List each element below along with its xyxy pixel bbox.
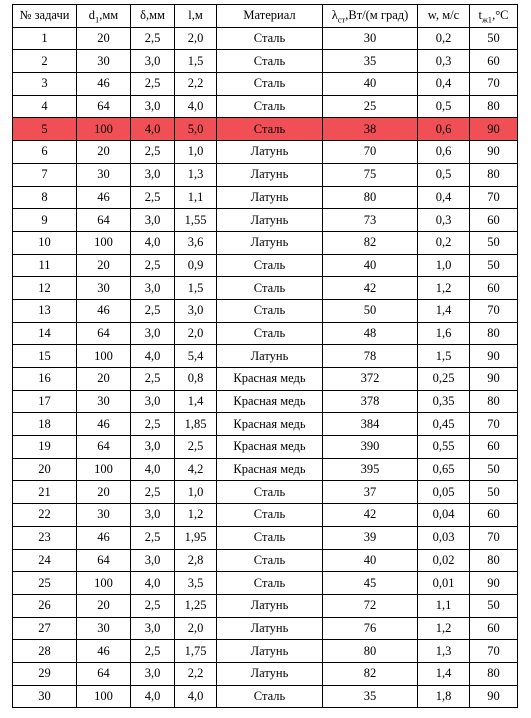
diameter-cell: 64 — [77, 436, 131, 459]
diameter-cell: 46 — [77, 73, 131, 96]
length-cell: 1,3 — [175, 163, 217, 186]
diameter-cell: 30 — [77, 163, 131, 186]
header-row — [13, 5, 518, 28]
length-cell: 1,55 — [175, 209, 217, 232]
length-cell: 2,0 — [175, 27, 217, 50]
material-cell: Латунь — [217, 231, 323, 254]
diameter-cell: 20 — [77, 481, 131, 504]
velocity-cell: 1,3 — [418, 640, 470, 663]
velocity-cell: 0,6 — [418, 141, 470, 164]
conductivity-cell: 75 — [323, 163, 418, 186]
table-row — [13, 141, 518, 164]
velocity-cell: 0,2 — [418, 27, 470, 50]
table-row — [13, 254, 518, 277]
diameter-cell: 100 — [77, 231, 131, 254]
length-cell: 4,0 — [175, 685, 217, 708]
material-cell: Красная медь — [217, 458, 323, 481]
temperature-cell: 80 — [470, 95, 518, 118]
conductivity-cell: 82 — [323, 231, 418, 254]
task-number-cell: 10 — [13, 231, 77, 254]
thickness-cell: 3,0 — [131, 322, 175, 345]
task-number-cell: 26 — [13, 594, 77, 617]
conductivity-cell: 384 — [323, 413, 418, 436]
conductivity-cell: 45 — [323, 572, 418, 595]
velocity-cell: 0,05 — [418, 481, 470, 504]
header-subscript: ст — [337, 14, 346, 25]
temperature-cell: 60 — [470, 436, 518, 459]
task-number-cell: 9 — [13, 209, 77, 232]
temperature-cell: 50 — [470, 481, 518, 504]
temperature-cell: 70 — [470, 640, 518, 663]
task-number-cell: 11 — [13, 254, 77, 277]
material-cell: Красная медь — [217, 368, 323, 391]
diameter-cell: 30 — [77, 50, 131, 73]
length-cell: 2,2 — [175, 662, 217, 685]
material-cell: Сталь — [217, 299, 323, 322]
task-number-cell: 1 — [13, 27, 77, 50]
diameter-cell: 20 — [77, 254, 131, 277]
diameter-cell: 30 — [77, 390, 131, 413]
temperature-cell: 50 — [470, 458, 518, 481]
temperature-cell: 80 — [470, 549, 518, 572]
material-cell: Сталь — [217, 73, 323, 96]
length-cell: 3,0 — [175, 299, 217, 322]
diameter-cell: 100 — [77, 345, 131, 368]
table-row — [13, 390, 518, 413]
length-cell: 0,9 — [175, 254, 217, 277]
conductivity-cell: 378 — [323, 390, 418, 413]
task-number-cell: 16 — [13, 368, 77, 391]
task-number-cell: 27 — [13, 617, 77, 640]
velocity-cell: 1,1 — [418, 594, 470, 617]
task-number-cell: 3 — [13, 73, 77, 96]
thickness-cell: 2,5 — [131, 640, 175, 663]
table-row — [13, 413, 518, 436]
header-unit: ,°С — [492, 8, 509, 23]
temperature-cell: 60 — [470, 50, 518, 73]
table-row — [13, 95, 518, 118]
table-row — [13, 209, 518, 232]
velocity-cell: 0,5 — [418, 95, 470, 118]
thickness-cell: 4,0 — [131, 685, 175, 708]
header-diameter — [77, 5, 131, 28]
table-row — [13, 231, 518, 254]
task-number-cell: 6 — [13, 141, 77, 164]
conductivity-cell: 76 — [323, 617, 418, 640]
thickness-cell: 4,0 — [131, 118, 175, 141]
conductivity-cell: 39 — [323, 526, 418, 549]
material-cell: Сталь — [217, 504, 323, 527]
material-cell: Латунь — [217, 594, 323, 617]
material-cell: Сталь — [217, 95, 323, 118]
length-cell: 1,1 — [175, 186, 217, 209]
temperature-cell: 70 — [470, 73, 518, 96]
task-number-cell: 7 — [13, 163, 77, 186]
table-row — [13, 572, 518, 595]
thickness-cell: 3,0 — [131, 95, 175, 118]
thickness-cell: 4,0 — [131, 231, 175, 254]
velocity-cell: 0,5 — [418, 163, 470, 186]
length-cell: 3,5 — [175, 572, 217, 595]
header-length — [175, 5, 217, 28]
table-row — [13, 299, 518, 322]
velocity-cell: 1,4 — [418, 662, 470, 685]
velocity-cell: 0,3 — [418, 209, 470, 232]
task-number-cell: 24 — [13, 549, 77, 572]
length-cell: 0,8 — [175, 368, 217, 391]
velocity-cell: 0,3 — [418, 50, 470, 73]
conductivity-cell: 42 — [323, 504, 418, 527]
temperature-cell: 50 — [470, 594, 518, 617]
conductivity-cell: 395 — [323, 458, 418, 481]
conductivity-cell: 80 — [323, 186, 418, 209]
table-row — [13, 27, 518, 50]
velocity-cell: 0,2 — [418, 231, 470, 254]
material-cell: Латунь — [217, 640, 323, 663]
table-row — [13, 186, 518, 209]
header-text: w, м/с — [427, 8, 460, 23]
temperature-cell: 50 — [470, 254, 518, 277]
temperature-cell: 70 — [470, 299, 518, 322]
table-row — [13, 458, 518, 481]
velocity-cell: 0,35 — [418, 390, 470, 413]
temperature-cell: 90 — [470, 118, 518, 141]
thickness-cell: 3,0 — [131, 209, 175, 232]
diameter-cell: 20 — [77, 368, 131, 391]
diameter-cell: 46 — [77, 640, 131, 663]
material-cell: Латунь — [217, 163, 323, 186]
temperature-cell: 90 — [470, 572, 518, 595]
temperature-cell: 80 — [470, 390, 518, 413]
thickness-cell: 2,5 — [131, 186, 175, 209]
conductivity-cell: 40 — [323, 73, 418, 96]
diameter-cell: 30 — [77, 617, 131, 640]
thickness-cell: 2,5 — [131, 299, 175, 322]
material-cell: Сталь — [217, 27, 323, 50]
velocity-cell: 0,55 — [418, 436, 470, 459]
table-row — [13, 345, 518, 368]
temperature-cell: 80 — [470, 163, 518, 186]
length-cell: 2,0 — [175, 322, 217, 345]
velocity-cell: 0,02 — [418, 549, 470, 572]
conductivity-cell: 73 — [323, 209, 418, 232]
material-cell: Сталь — [217, 254, 323, 277]
table-row — [13, 526, 518, 549]
diameter-cell: 100 — [77, 458, 131, 481]
table-row — [13, 549, 518, 572]
diameter-cell: 46 — [77, 186, 131, 209]
velocity-cell: 0,65 — [418, 458, 470, 481]
thickness-cell: 2,5 — [131, 73, 175, 96]
task-number-cell: 23 — [13, 526, 77, 549]
conductivity-cell: 38 — [323, 118, 418, 141]
length-cell: 2,2 — [175, 73, 217, 96]
table-row — [13, 685, 518, 708]
thickness-cell: 3,0 — [131, 163, 175, 186]
material-cell: Латунь — [217, 345, 323, 368]
task-table-container — [12, 4, 518, 708]
temperature-cell: 90 — [470, 141, 518, 164]
thickness-cell: 3,0 — [131, 50, 175, 73]
temperature-cell: 70 — [470, 413, 518, 436]
table-row — [13, 73, 518, 96]
task-number-cell: 12 — [13, 277, 77, 300]
table-body — [13, 27, 518, 708]
temperature-cell: 50 — [470, 231, 518, 254]
header-unit: ,мм — [99, 8, 119, 23]
length-cell: 2,5 — [175, 436, 217, 459]
thickness-cell: 2,5 — [131, 413, 175, 436]
header-text: t — [478, 8, 482, 23]
thickness-cell: 3,0 — [131, 504, 175, 527]
header-conductivity — [323, 5, 418, 28]
temperature-cell: 60 — [470, 504, 518, 527]
diameter-cell: 20 — [77, 27, 131, 50]
header-temperature — [470, 5, 518, 28]
table-row — [13, 640, 518, 663]
length-cell: 1,95 — [175, 526, 217, 549]
header-text: l,м — [188, 8, 203, 23]
length-cell: 5,4 — [175, 345, 217, 368]
thickness-cell: 2,5 — [131, 526, 175, 549]
diameter-cell: 30 — [77, 277, 131, 300]
material-cell: Латунь — [217, 662, 323, 685]
conductivity-cell: 390 — [323, 436, 418, 459]
temperature-cell: 60 — [470, 617, 518, 640]
temperature-cell: 50 — [470, 27, 518, 50]
velocity-cell: 1,4 — [418, 299, 470, 322]
material-cell: Латунь — [217, 617, 323, 640]
header-text: δ,мм — [140, 8, 165, 23]
thickness-cell: 4,0 — [131, 345, 175, 368]
temperature-cell: 60 — [470, 277, 518, 300]
velocity-cell: 0,25 — [418, 368, 470, 391]
material-cell: Красная медь — [217, 413, 323, 436]
table-row-highlighted — [13, 118, 518, 141]
velocity-cell: 0,4 — [418, 73, 470, 96]
diameter-cell: 100 — [77, 118, 131, 141]
header-unit: ,Вт/(м град) — [345, 8, 409, 23]
diameter-cell: 30 — [77, 504, 131, 527]
task-data-table — [12, 4, 518, 708]
header-task-number — [13, 5, 77, 28]
material-cell: Сталь — [217, 685, 323, 708]
table-row — [13, 594, 518, 617]
task-number-cell: 30 — [13, 685, 77, 708]
velocity-cell: 1,8 — [418, 685, 470, 708]
material-cell: Сталь — [217, 526, 323, 549]
velocity-cell: 1,2 — [418, 617, 470, 640]
material-cell: Красная медь — [217, 390, 323, 413]
task-number-cell: 25 — [13, 572, 77, 595]
diameter-cell: 46 — [77, 413, 131, 436]
conductivity-cell: 35 — [323, 685, 418, 708]
table-row — [13, 662, 518, 685]
diameter-cell: 64 — [77, 209, 131, 232]
velocity-cell: 1,5 — [418, 345, 470, 368]
length-cell: 2,0 — [175, 617, 217, 640]
conductivity-cell: 372 — [323, 368, 418, 391]
temperature-cell: 80 — [470, 322, 518, 345]
conductivity-cell: 37 — [323, 481, 418, 504]
task-number-cell: 17 — [13, 390, 77, 413]
material-cell: Красная медь — [217, 436, 323, 459]
header-text: Материал — [243, 8, 296, 23]
task-number-cell: 22 — [13, 504, 77, 527]
thickness-cell: 4,0 — [131, 572, 175, 595]
table-row — [13, 504, 518, 527]
velocity-cell: 0,04 — [418, 504, 470, 527]
velocity-cell: 0,01 — [418, 572, 470, 595]
table-row — [13, 322, 518, 345]
diameter-cell: 46 — [77, 299, 131, 322]
material-cell: Сталь — [217, 549, 323, 572]
thickness-cell: 2,5 — [131, 594, 175, 617]
velocity-cell: 0,4 — [418, 186, 470, 209]
length-cell: 1,0 — [175, 141, 217, 164]
material-cell: Сталь — [217, 322, 323, 345]
length-cell: 3,6 — [175, 231, 217, 254]
length-cell: 1,2 — [175, 504, 217, 527]
conductivity-cell: 35 — [323, 50, 418, 73]
thickness-cell: 2,5 — [131, 27, 175, 50]
thickness-cell: 3,0 — [131, 277, 175, 300]
diameter-cell: 46 — [77, 526, 131, 549]
velocity-cell: 1,6 — [418, 322, 470, 345]
diameter-cell: 20 — [77, 141, 131, 164]
material-cell: Сталь — [217, 572, 323, 595]
temperature-cell: 90 — [470, 368, 518, 391]
task-number-cell: 20 — [13, 458, 77, 481]
table-row — [13, 50, 518, 73]
task-number-cell: 2 — [13, 50, 77, 73]
conductivity-cell: 48 — [323, 322, 418, 345]
length-cell: 2,8 — [175, 549, 217, 572]
diameter-cell: 64 — [77, 95, 131, 118]
header-subscript: ж1 — [481, 14, 493, 25]
material-cell: Латунь — [217, 186, 323, 209]
task-number-cell: 5 — [13, 118, 77, 141]
conductivity-cell: 50 — [323, 299, 418, 322]
temperature-cell: 80 — [470, 662, 518, 685]
temperature-cell: 90 — [470, 345, 518, 368]
material-cell: Сталь — [217, 50, 323, 73]
task-number-cell: 4 — [13, 95, 77, 118]
table-row — [13, 481, 518, 504]
length-cell: 1,25 — [175, 594, 217, 617]
conductivity-cell: 78 — [323, 345, 418, 368]
thickness-cell: 2,5 — [131, 368, 175, 391]
conductivity-cell: 80 — [323, 640, 418, 663]
temperature-cell: 60 — [470, 209, 518, 232]
thickness-cell: 3,0 — [131, 390, 175, 413]
material-cell: Латунь — [217, 209, 323, 232]
length-cell: 1,5 — [175, 277, 217, 300]
table-row — [13, 436, 518, 459]
conductivity-cell: 72 — [323, 594, 418, 617]
header-text: № задачи — [19, 8, 70, 23]
task-number-cell: 19 — [13, 436, 77, 459]
diameter-cell: 100 — [77, 685, 131, 708]
header-velocity — [418, 5, 470, 28]
velocity-cell: 0,6 — [418, 118, 470, 141]
temperature-cell: 70 — [470, 186, 518, 209]
length-cell: 4,0 — [175, 95, 217, 118]
header-subscript: 1 — [95, 14, 100, 25]
task-number-cell: 21 — [13, 481, 77, 504]
thickness-cell: 4,0 — [131, 458, 175, 481]
conductivity-cell: 40 — [323, 254, 418, 277]
thickness-cell: 2,5 — [131, 481, 175, 504]
length-cell: 1,85 — [175, 413, 217, 436]
length-cell: 1,5 — [175, 50, 217, 73]
task-number-cell: 14 — [13, 322, 77, 345]
task-number-cell: 29 — [13, 662, 77, 685]
thickness-cell: 2,5 — [131, 254, 175, 277]
header-text: d — [88, 8, 96, 23]
length-cell: 4,2 — [175, 458, 217, 481]
conductivity-cell: 25 — [323, 95, 418, 118]
conductivity-cell: 30 — [323, 27, 418, 50]
temperature-cell: 70 — [470, 526, 518, 549]
header-material — [217, 5, 323, 28]
conductivity-cell: 82 — [323, 662, 418, 685]
material-cell: Латунь — [217, 141, 323, 164]
length-cell: 1,75 — [175, 640, 217, 663]
thickness-cell: 2,5 — [131, 141, 175, 164]
material-cell: Сталь — [217, 277, 323, 300]
material-cell: Сталь — [217, 118, 323, 141]
diameter-cell: 64 — [77, 322, 131, 345]
task-number-cell: 13 — [13, 299, 77, 322]
task-number-cell: 8 — [13, 186, 77, 209]
conductivity-cell: 70 — [323, 141, 418, 164]
length-cell: 1,4 — [175, 390, 217, 413]
conductivity-cell: 42 — [323, 277, 418, 300]
velocity-cell: 1,0 — [418, 254, 470, 277]
header-thickness — [131, 5, 175, 28]
length-cell: 1,0 — [175, 481, 217, 504]
thickness-cell: 3,0 — [131, 617, 175, 640]
table-row — [13, 163, 518, 186]
thickness-cell: 3,0 — [131, 549, 175, 572]
temperature-cell: 90 — [470, 685, 518, 708]
diameter-cell: 64 — [77, 549, 131, 572]
table-row — [13, 368, 518, 391]
task-number-cell: 18 — [13, 413, 77, 436]
diameter-cell: 20 — [77, 594, 131, 617]
material-cell: Сталь — [217, 481, 323, 504]
length-cell: 5,0 — [175, 118, 217, 141]
diameter-cell: 100 — [77, 572, 131, 595]
velocity-cell: 0,45 — [418, 413, 470, 436]
task-number-cell: 28 — [13, 640, 77, 663]
thickness-cell: 3,0 — [131, 436, 175, 459]
conductivity-cell: 40 — [323, 549, 418, 572]
thickness-cell: 3,0 — [131, 662, 175, 685]
diameter-cell: 64 — [77, 662, 131, 685]
table-row — [13, 617, 518, 640]
task-number-cell: 15 — [13, 345, 77, 368]
table-row — [13, 277, 518, 300]
velocity-cell: 1,2 — [418, 277, 470, 300]
header-text: λ — [331, 8, 338, 23]
velocity-cell: 0,03 — [418, 526, 470, 549]
